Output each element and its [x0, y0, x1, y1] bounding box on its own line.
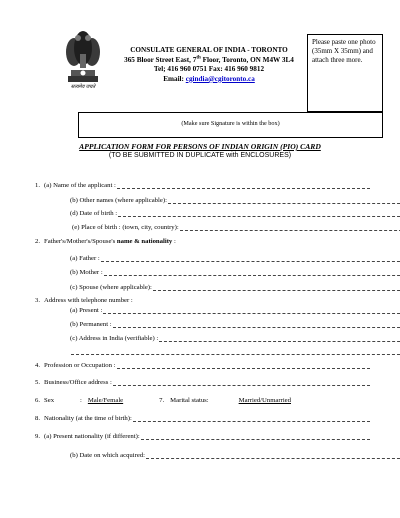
consulate-phone-fax: Tel; 416 960 0751 Fax: 416 960 9812 — [153, 65, 265, 74]
q2-parents-row — [30, 237, 370, 247]
permanent-address-field[interactable] — [113, 320, 400, 328]
question-number: 6. — [34, 397, 40, 404]
national-emblem-icon — [62, 26, 104, 88]
label-part: : — [172, 238, 176, 245]
q2-mother-row — [30, 268, 400, 278]
nationality-at-birth-field[interactable] — [133, 414, 370, 422]
field-label: (e) Place of birth : (town, city, country): — [72, 224, 179, 231]
field-label: (c) Address in India (verifiable) : — [70, 335, 159, 342]
india-address-field-line2[interactable] — [71, 347, 400, 355]
marital-status-label: Marital status: — [170, 397, 209, 404]
field-label: (c) Spouse (where applicable): — [70, 284, 152, 291]
consulate-email — [104, 75, 314, 85]
q3-india-address-continuation — [30, 347, 400, 357]
q1-other-names-row — [30, 196, 400, 206]
sex-options[interactable]: Male/Female — [87, 397, 124, 404]
q2-father-row — [30, 254, 400, 264]
q9-present-nationality-row — [30, 432, 370, 442]
q5-business-address-row — [30, 378, 370, 388]
question-number: 5. — [34, 379, 40, 386]
form-title: APPLICATION FORM FOR PERSONS OF INDIAN ORIGIN (PIO) CARD — [79, 142, 321, 151]
field-label: (b) Mother : — [70, 269, 103, 276]
question-number: 1. — [34, 182, 40, 189]
applicant-name-field[interactable] — [117, 181, 370, 189]
question-number: 3. — [34, 297, 40, 304]
q6-q7-row — [30, 396, 370, 406]
field-label: (d) Date of birth : — [70, 210, 118, 217]
q8-nationality-at-birth-row — [30, 414, 370, 424]
email-link[interactable]: cgindia@cgitoronto.ca — [185, 74, 255, 83]
question-number: 8. — [34, 415, 40, 422]
spouse-field[interactable] — [153, 283, 400, 291]
present-nationality-field[interactable] — [141, 432, 370, 440]
q9-date-acquired-row — [30, 451, 400, 461]
q1-place-of-birth-row — [30, 223, 400, 233]
field-label: (a) Father : — [70, 255, 100, 262]
date-acquired-field[interactable] — [146, 451, 400, 459]
email-label: Email: — [163, 74, 186, 83]
field-label: Business/Office address : — [44, 379, 112, 386]
question-number: 7. — [159, 397, 165, 404]
signature-box[interactable] — [78, 112, 383, 138]
business-address-field[interactable] — [113, 378, 370, 386]
present-address-field[interactable] — [103, 306, 400, 314]
father-field[interactable] — [101, 254, 400, 262]
profession-field[interactable] — [117, 361, 370, 369]
photo-instructions: Please paste one photo (35mm X 35mm) and attach three more. — [312, 38, 376, 64]
field-label: (a) Name of the applicant : — [44, 182, 116, 189]
q3-address-row — [30, 296, 370, 306]
q2-spouse-row — [30, 283, 400, 293]
field-label: (a) Present nationality (if different): — [44, 433, 140, 440]
sex-label: Sex — [44, 397, 55, 404]
q1-applicant-name-row — [30, 181, 370, 191]
form-subtitle: (TO BE SUBMITTED IN DUPLICATE with ENCLOSURES) — [108, 152, 292, 159]
field-label: (b) Date on which acquired: — [70, 452, 146, 459]
address-part: Floor, Toronto, ON M4W 3L4 — [200, 55, 294, 64]
q3-india-address-row — [30, 334, 400, 344]
question-number: 9. — [34, 433, 40, 440]
marital-status-options[interactable]: Married/Unmarried — [238, 397, 291, 404]
question-number: 4. — [34, 362, 40, 369]
emblem-motto: सत्यमेव जयते — [70, 85, 96, 90]
consulate-header — [104, 46, 314, 84]
address-superscript: th — [196, 55, 201, 61]
india-address-field[interactable] — [159, 334, 400, 342]
q4-profession-row — [30, 361, 370, 371]
field-label: (b) Permanent : — [70, 321, 112, 328]
q3-permanent-address-row — [30, 320, 400, 330]
q3-present-address-row — [30, 306, 400, 316]
signature-note: (Make sure Signature is within the box) — [181, 120, 280, 127]
question-number: 2. — [34, 238, 40, 245]
date-of-birth-field[interactable] — [118, 209, 400, 217]
other-names-field[interactable] — [168, 196, 400, 204]
place-of-birth-field[interactable] — [180, 223, 400, 231]
field-label: (b) Other names (where applicable): — [70, 197, 167, 204]
q1-date-of-birth-row — [30, 209, 400, 219]
field-label: Profession or Occupation : — [44, 362, 116, 369]
field-label: Address with telephone number : — [44, 297, 133, 304]
mother-field[interactable] — [104, 268, 400, 276]
label-bold-part: name & nationality — [116, 238, 173, 245]
address-part: 365 Bloor Street East, 7 — [124, 55, 197, 64]
consulate-name: CONSULATE GENERAL OF INDIA - TORONTO — [130, 46, 288, 54]
sex-colon: : — [80, 397, 82, 404]
consulate-address — [104, 56, 314, 66]
label-part: Father's/Mother's/Spouse's — [44, 238, 117, 245]
field-label — [44, 237, 176, 247]
field-label: Nationality (at the time of birth): — [44, 415, 132, 422]
photo-box — [307, 34, 383, 112]
field-label: (a) Present : — [70, 307, 103, 314]
